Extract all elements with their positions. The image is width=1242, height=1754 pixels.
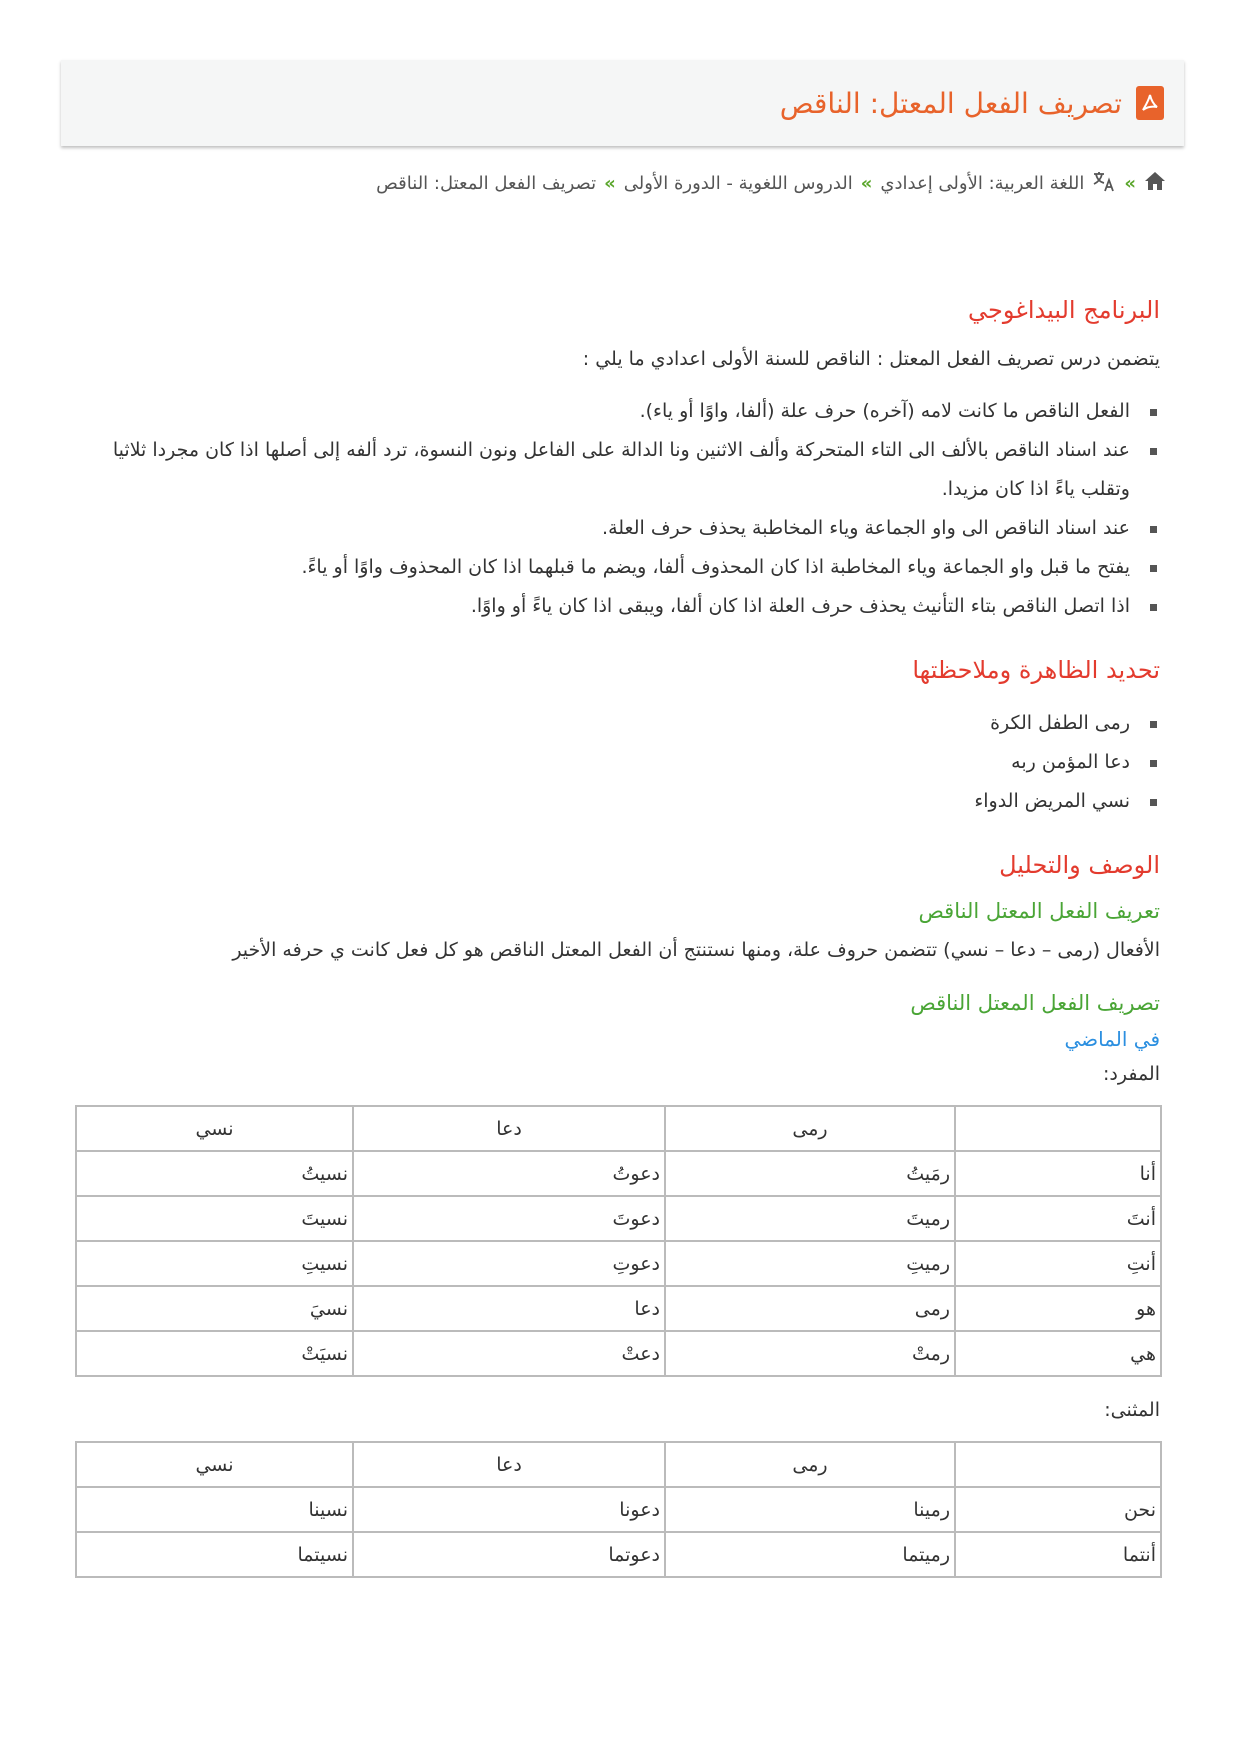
program-list bbox=[82, 392, 1160, 626]
table-header: رمى bbox=[665, 1442, 955, 1487]
table-cell: رميتَ bbox=[665, 1196, 955, 1241]
table-cell: رميتما bbox=[665, 1532, 955, 1577]
table-cell: دعوتِ bbox=[353, 1241, 665, 1286]
table-cell: نحن bbox=[955, 1487, 1161, 1532]
main-content bbox=[82, 296, 1160, 1600]
list-item: عند اسناد الناقص بالألف الى التاء المتحركة وألف الاثنين ونا الدالة على الفاعل ونون النسوة، ترد ألفه إلى أصلها اذا كان مجردا ثلاثيا وتقلب ياءً اذا كان مزيدا. bbox=[82, 431, 1160, 509]
table-header: نسي bbox=[76, 1442, 353, 1487]
conjugation-heading: تصريف الفعل المعتل الناقص bbox=[910, 991, 1160, 1015]
title-bar bbox=[61, 60, 1184, 146]
table-header-row bbox=[76, 1106, 1161, 1151]
list-item: نسي المريض الدواء bbox=[82, 782, 1160, 821]
table-cell: نسيتما bbox=[76, 1532, 353, 1577]
table-cell: نسيتِ bbox=[76, 1241, 353, 1286]
table-header: دعا bbox=[353, 1106, 665, 1151]
table-header-row bbox=[76, 1442, 1161, 1487]
table-cell: دعتْ bbox=[353, 1331, 665, 1376]
table-cell: دعا bbox=[353, 1286, 665, 1331]
pdf-icon[interactable] bbox=[1136, 86, 1164, 120]
table-row bbox=[76, 1196, 1161, 1241]
table-cell: رميتِ bbox=[665, 1241, 955, 1286]
breadcrumb-separator: » bbox=[860, 173, 873, 194]
table-cell: نسيَتْ bbox=[76, 1331, 353, 1376]
table-row bbox=[76, 1241, 1161, 1286]
phenomenon-heading: تحديد الظاهرة وملاحظتها bbox=[912, 656, 1160, 684]
breadcrumb-item-subject[interactable]: اللغة العربية: الأولى إعدادي bbox=[880, 173, 1085, 194]
program-intro: يتضمن درس تصريف الفعل المعتل : الناقص للسنة الأولى اعدادي ما يلي : bbox=[582, 348, 1160, 370]
table-cell: دعونا bbox=[353, 1487, 665, 1532]
dual-label: المثنى: bbox=[1104, 1399, 1160, 1421]
singular-label: المفرد: bbox=[1102, 1063, 1160, 1085]
table-cell: أنتَ bbox=[955, 1196, 1161, 1241]
breadcrumb-item-current: تصريف الفعل المعتل: الناقص bbox=[376, 173, 597, 194]
table-cell: نسيتُ bbox=[76, 1151, 353, 1196]
table-cell: رمتْ bbox=[665, 1331, 955, 1376]
phenomenon-list bbox=[82, 704, 1160, 821]
table-row bbox=[76, 1331, 1161, 1376]
page-title: تصريف الفعل المعتل: الناقص bbox=[779, 86, 1122, 120]
table-header bbox=[955, 1442, 1161, 1487]
list-item: دعا المؤمن ربه bbox=[82, 743, 1160, 782]
translate-icon bbox=[1092, 170, 1116, 197]
breadcrumb bbox=[376, 170, 1166, 197]
table-cell: أنتِ bbox=[955, 1241, 1161, 1286]
table-row bbox=[76, 1151, 1161, 1196]
definition-text: الأفعال (رمى – دعا – نسي) تتضمن حروف علة، ومنها نستنتج أن الفعل المعتل الناقص هو كل فعل كانت ي حرفه الأخير bbox=[232, 939, 1160, 961]
table-cell: أنتما bbox=[955, 1532, 1161, 1577]
table-cell: أنا bbox=[955, 1151, 1161, 1196]
table-cell: رمَيتُ bbox=[665, 1151, 955, 1196]
table-cell: دعوتَ bbox=[353, 1196, 665, 1241]
table-cell: رمى bbox=[665, 1286, 955, 1331]
list-item: الفعل الناقص ما كانت لامه (آخره) حرف علة (ألفا، واوًا أو ياء). bbox=[82, 392, 1160, 431]
table-cell: هي bbox=[955, 1331, 1161, 1376]
table-header: دعا bbox=[353, 1442, 665, 1487]
breadcrumb-item-lessons[interactable]: الدروس اللغوية - الدورة الأولى bbox=[623, 173, 853, 194]
list-item: يفتح ما قبل واو الجماعة وياء المخاطبة اذا كان المحذوف ألفا، ويضم ما قبلهما اذا كان المحذوف واوًا أو ياءً. bbox=[82, 548, 1160, 587]
list-item: اذا اتصل الناقص بتاء التأنيث يحذف حرف العلة اذا كان ألفا، ويبقى اذا كان ياءً أو واوًا. bbox=[82, 587, 1160, 626]
table-cell: هو bbox=[955, 1286, 1161, 1331]
breadcrumb-separator: » bbox=[1124, 173, 1136, 194]
list-item: عند اسناد الناقص الى واو الجماعة وياء المخاطبة يحذف حرف العلة. bbox=[82, 509, 1160, 548]
table-header: نسي bbox=[76, 1106, 353, 1151]
past-heading: في الماضي bbox=[1064, 1027, 1160, 1051]
table-row bbox=[76, 1487, 1161, 1532]
analysis-heading: الوصف والتحليل bbox=[999, 851, 1160, 879]
table-cell: رمينا bbox=[665, 1487, 955, 1532]
singular-table bbox=[75, 1105, 1162, 1377]
table-cell: نسينا bbox=[76, 1487, 353, 1532]
table-header bbox=[955, 1106, 1161, 1151]
dual-table bbox=[75, 1441, 1162, 1578]
breadcrumb-separator: » bbox=[604, 173, 616, 194]
table-cell: نسيَ bbox=[76, 1286, 353, 1331]
table-cell: دعوتُ bbox=[353, 1151, 665, 1196]
list-item: رمى الطفل الكرة bbox=[82, 704, 1160, 743]
table-cell: دعوتما bbox=[353, 1532, 665, 1577]
home-icon[interactable] bbox=[1144, 171, 1166, 196]
table-header: رمى bbox=[665, 1106, 955, 1151]
program-heading: البرنامج البيداغوجي bbox=[968, 296, 1160, 324]
table-row bbox=[76, 1532, 1161, 1577]
table-row bbox=[76, 1286, 1161, 1331]
table-cell: نسيتَ bbox=[76, 1196, 353, 1241]
definition-heading: تعريف الفعل المعتل الناقص bbox=[918, 899, 1160, 923]
